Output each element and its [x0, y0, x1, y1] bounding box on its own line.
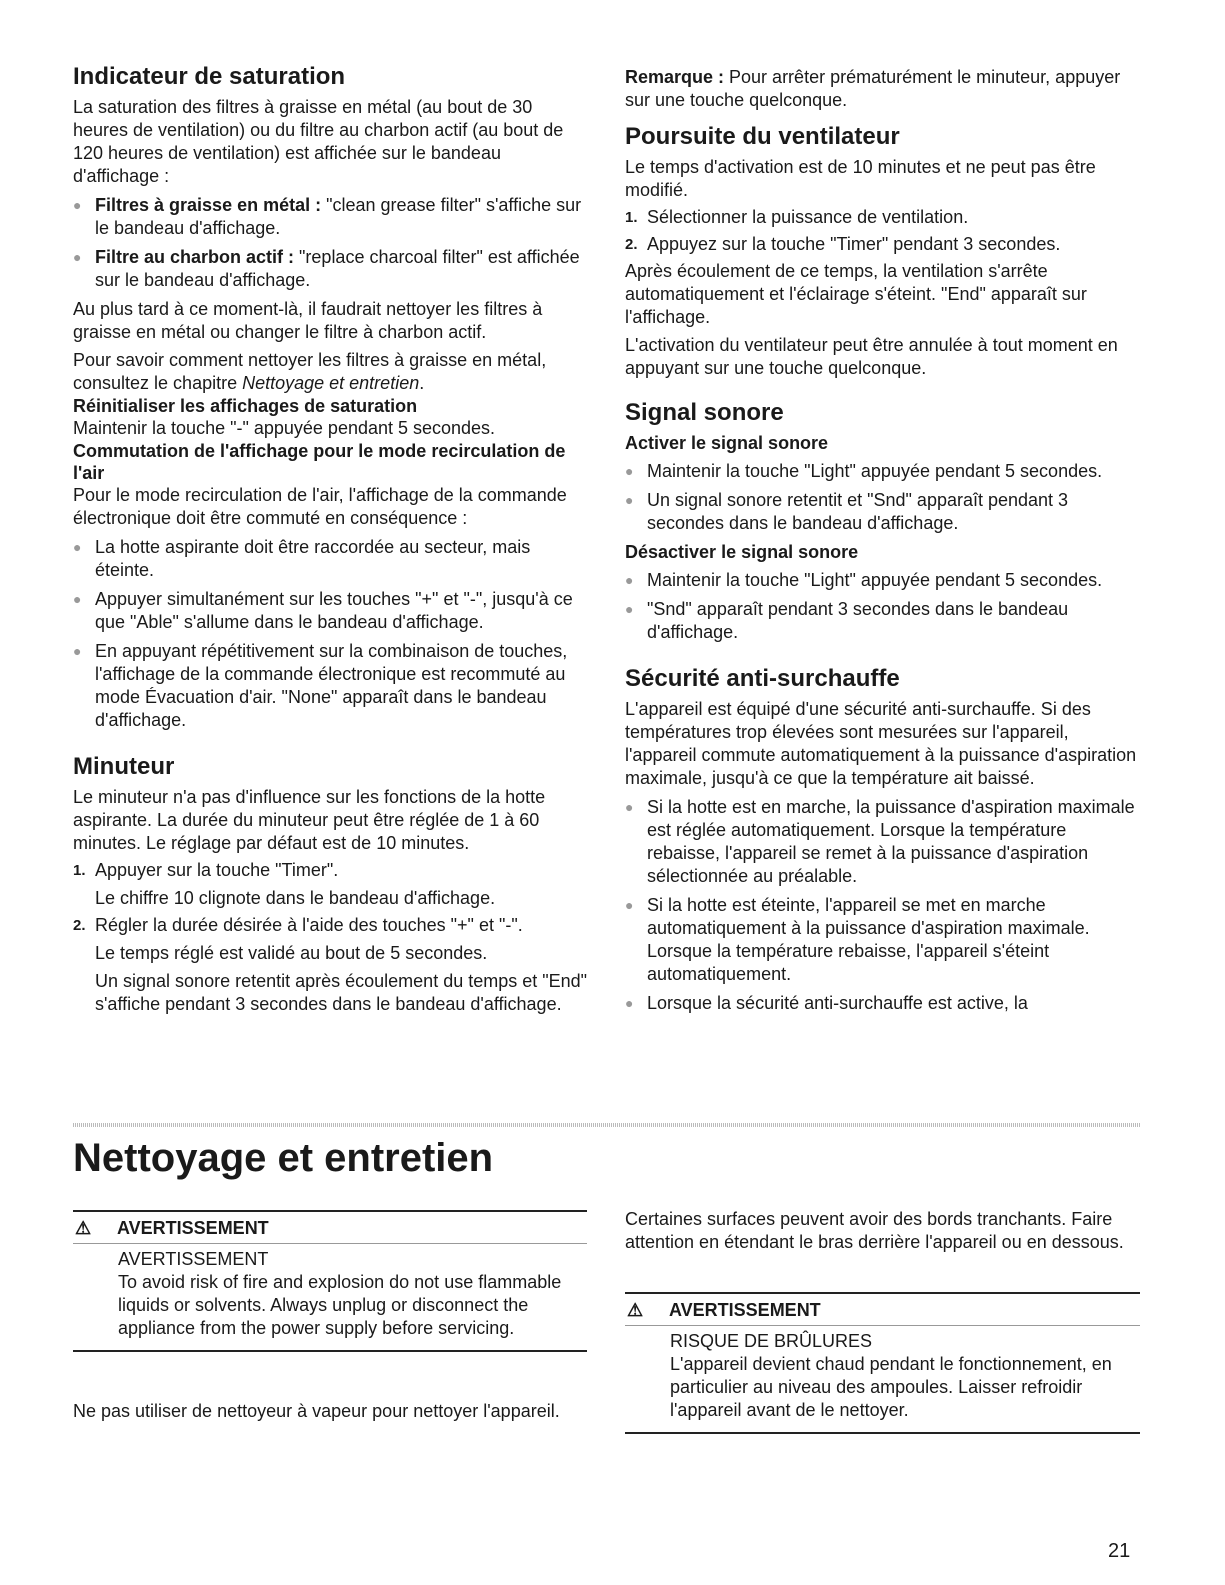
bullet-text: Maintenir la touche "Light" appuyée pendant 5 secondes.	[647, 570, 1103, 590]
deactivate-bullets	[625, 569, 1140, 644]
section-divider	[73, 1123, 1141, 1127]
list-item	[73, 194, 588, 240]
warning-subtitle: AVERTISSEMENT	[118, 1249, 269, 1269]
bullet-label: Filtre au charbon actif :	[95, 247, 295, 267]
bullet-text: Lorsque la sécurité anti-surchauffe est active, la	[647, 993, 1028, 1013]
warning-header	[625, 1294, 1140, 1325]
list-item	[73, 536, 588, 582]
chapter-reference: Nettoyage et entretien	[242, 373, 420, 393]
right-column	[625, 66, 1140, 1021]
heading-saturation: Indicateur de saturation	[73, 63, 346, 90]
timer-steps	[73, 859, 588, 1016]
bullet-dot-icon: ●	[625, 601, 634, 617]
list-item	[625, 460, 1140, 483]
bullet-dot-icon: ●	[625, 897, 634, 913]
warning-content	[625, 1326, 1140, 1432]
list-item	[625, 569, 1140, 592]
fan-steps	[625, 206, 1140, 256]
step-text: Régler la durée désirée à l'aide des touches "+" et "-".	[95, 915, 523, 935]
note-text: Pour arrêter prématurément le minuteur, appuyer sur une touche quelconque.	[625, 67, 1121, 110]
step-detail: Le temps réglé est validé au bout de 5 secondes.	[95, 943, 488, 963]
step-number: 1.	[625, 209, 638, 226]
warning-box-fire	[73, 1210, 587, 1352]
subheading-reset: Réinitialiser les affichages de saturation	[73, 396, 418, 416]
warning-header	[73, 1212, 587, 1243]
section-title: Nettoyage et entretien	[73, 1136, 494, 1180]
heading-fan: Poursuite du ventilateur	[625, 123, 900, 150]
bullet-dot-icon: ●	[73, 249, 82, 265]
howto-paragraph	[73, 349, 588, 395]
subheading-deactivate: Désactiver le signal sonore	[625, 542, 859, 562]
step-detail: Un signal sonore retentit après écoulement du temps et "End" s'affiche pendant 3 secondes dans le bandeau d'affichage.	[95, 971, 588, 1014]
bullet-dot-icon: ●	[73, 643, 82, 659]
bullet-text: Appuyer simultanément sur les touches "+" et "-", jusqu'à ce que "Able" s'allume dans le bandeau d'affichage.	[95, 589, 573, 632]
step-text: Appuyez sur la touche "Timer" pendant 3 secondes.	[647, 234, 1061, 254]
activate-bullets	[625, 460, 1140, 535]
bullet-text: En appuyant répétitivement sur la combinaison de touches, l'affichage de la commande électronique est recommuté au mode Évacuation d'air. "None" apparaît dans le bandeau d'affichage.	[95, 641, 568, 730]
bullet-dot-icon: ●	[73, 539, 82, 555]
step-detail: Le chiffre 10 clignote dans le bandeau d'affichage.	[95, 888, 496, 908]
steam-paragraph: Ne pas utiliser de nettoyeur à vapeur pour nettoyer l'appareil.	[73, 1401, 560, 1421]
list-item	[73, 246, 588, 292]
latest-paragraph: Au plus tard à ce moment-là, il faudrait nettoyer les filtres à graisse en métal ou changer le filtre à charbon actif.	[73, 299, 543, 342]
bullet-text: Si la hotte est éteinte, l'appareil se met en marche automatiquement à la puissance d'aspiration maximale. Lorsque la température rebaisse, l'appareil s'éteint automatiquement.	[647, 895, 1090, 984]
step-number: 2.	[73, 917, 86, 934]
sharp-edges-paragraph: Certaines surfaces peuvent avoir des bords tranchants. Faire attention en étendant le bras derrière l'appareil ou en dessous.	[625, 1209, 1124, 1252]
step-text: Appuyer sur la touche "Timer".	[95, 860, 339, 880]
heading-timer: Minuteur	[73, 753, 175, 780]
step-item	[73, 914, 588, 1016]
warning-text: L'appareil devient chaud pendant le fonctionnement, en particulier au niveau des ampoules. Laisser refroidir l'appareil avant de le nettoyer.	[670, 1354, 1112, 1420]
step-item	[625, 206, 1140, 229]
bullet-text: Un signal sonore retentit et "Snd" apparaît pendant 3 secondes dans le bandeau d'affichage.	[647, 490, 1069, 533]
warning-content	[73, 1244, 587, 1350]
bullet-text: "clean grease filter" s'affiche sur le bandeau d'affichage.	[95, 195, 582, 238]
warning-text: To avoid risk of fire and explosion do not use flammable liquids or solvents. Always unplug or disconnect the appliance from the power supply before servicing.	[118, 1272, 562, 1338]
bullet-dot-icon: ●	[625, 995, 634, 1011]
warning-triangle-icon: ⚠	[627, 1300, 644, 1320]
page-number: 21	[1108, 1540, 1131, 1562]
switch-paragraph: Pour le mode recirculation de l'air, l'affichage de la commande électronique doit être commuté en conséquence :	[73, 485, 567, 528]
list-item	[73, 588, 588, 634]
bullet-dot-icon: ●	[625, 463, 634, 479]
bullet-text: "Snd" apparaît pendant 3 secondes dans le bandeau d'affichage.	[647, 599, 1069, 642]
heading-signal: Signal sonore	[625, 399, 784, 426]
saturation-paragraph: La saturation des filtres à graisse en métal (au bout de 30 heures de ventilation) ou du filtre au charbon actif (au bout de 120 heures de ventilation) est affichée sur le bandeau d'affichage :	[73, 97, 564, 186]
bullet-dot-icon: ●	[73, 591, 82, 607]
warning-title: AVERTISSEMENT	[117, 1218, 269, 1238]
warning-box-burn	[625, 1292, 1140, 1434]
step-number: 2.	[625, 236, 638, 253]
bullet-label: Filtres à graisse en métal :	[95, 195, 322, 215]
list-item	[625, 894, 1140, 986]
bullet-dot-icon: ●	[73, 197, 82, 213]
step-number: 1.	[73, 862, 86, 879]
step-item	[73, 859, 588, 910]
note-label: Remarque :	[625, 67, 725, 87]
fan-cancel-paragraph: L'activation du ventilateur peut être annulée à tout moment en appuyant sur une touche quelconque.	[625, 335, 1118, 378]
left-column	[73, 62, 588, 1020]
bullet-text: Maintenir la touche "Light" appuyée pendant 5 secondes.	[647, 461, 1103, 481]
step-text: Sélectionner la puissance de ventilation.	[647, 207, 969, 227]
bullet-text: "replace charcoal filter" est affichée sur le bandeau d'affichage.	[95, 247, 580, 290]
warning-title: AVERTISSEMENT	[669, 1300, 821, 1320]
bullet-dot-icon: ●	[625, 572, 634, 588]
bullet-text: La hotte aspirante doit être raccordée au secteur, mais éteinte.	[95, 537, 531, 580]
overheat-bullets	[625, 796, 1140, 1015]
warning-triangle-icon: ⚠	[75, 1218, 92, 1238]
saturation-bullets	[73, 194, 588, 292]
switch-bullets	[73, 536, 588, 732]
reset-paragraph: Maintenir la touche "-" appuyée pendant 5 secondes.	[73, 418, 496, 438]
warning-subtitle: RISQUE DE BRÛLURES	[670, 1331, 873, 1351]
howto-text: Pour savoir comment nettoyer les filtres à graisse en métal, consultez le chapitre	[73, 350, 547, 393]
list-item	[625, 796, 1140, 888]
subheading-activate: Activer le signal sonore	[625, 433, 829, 453]
fan-after-paragraph: Après écoulement de ce temps, la ventilation s'arrête automatiquement et l'éclairage s'éteint. "End" apparaît sur l'affichage.	[625, 261, 1087, 327]
subheading-switch: Commutation de l'affichage pour le mode recirculation de l'air	[73, 441, 566, 483]
list-item	[625, 992, 1140, 1015]
bullet-dot-icon: ●	[625, 492, 634, 508]
overheat-paragraph: L'appareil est équipé d'une sécurité anti-surchauffe. Si des températures trop élevées sont mesurées sur l'appareil, l'appareil commute automatiquement à la puissance d'aspiration maximale, jusqu'à ce que la température ait baissé.	[625, 699, 1137, 788]
bullet-dot-icon: ●	[625, 799, 634, 815]
bullet-text: Si la hotte est en marche, la puissance d'aspiration maximale est réglée automatiquement. Lorsque la température rebaisse, l'appareil se remet à la puissance d'aspiration sélectionnée au préalable.	[647, 797, 1135, 886]
step-item	[625, 233, 1140, 256]
list-item	[625, 489, 1140, 535]
heading-overheat: Sécurité anti-surchauffe	[625, 665, 900, 692]
list-item	[73, 640, 588, 732]
note-paragraph	[625, 66, 1140, 112]
howto-end: .	[419, 373, 425, 393]
list-item	[625, 598, 1140, 644]
fan-paragraph: Le temps d'activation est de 10 minutes et ne peut pas être modifié.	[625, 157, 1096, 200]
timer-paragraph: Le minuteur n'a pas d'influence sur les fonctions de la hotte aspirante. La durée du minuteur peut être réglée de 1 à 60 minutes. Le réglage par défaut est de 10 minutes.	[73, 787, 546, 853]
